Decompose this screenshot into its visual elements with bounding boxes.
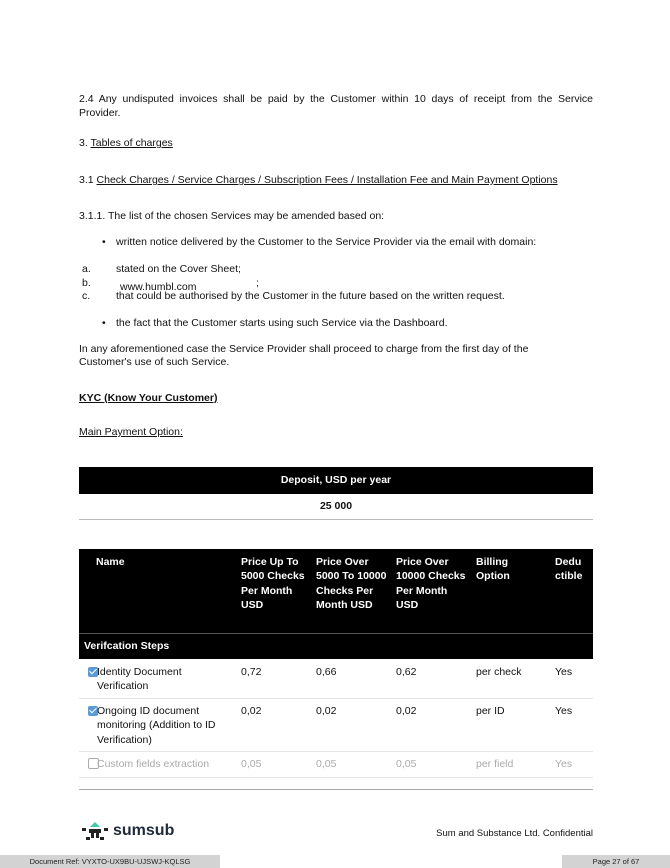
list-suffix: ; [256,277,259,289]
row-price-3: 0,02 [396,705,417,717]
section-3-heading [79,137,173,149]
section-row-verification-steps: Verifcation Steps [79,634,593,659]
deposit-value: 25 000 [79,494,593,520]
logo-text: sumsub [113,822,175,839]
row-deductible: Yes [555,705,573,717]
row-price-1: 0,02 [241,705,262,717]
closing-line1: In any aforementioned case the Service Provider shall proceed to charge from the first day of the [79,343,529,355]
section-title: Tables of charges [90,137,173,149]
section-number: 3.1 [79,174,94,186]
col-header-deductible: Dedu ctible [555,556,583,583]
confidential-note: Sum and Substance Ltd. Confidential [436,828,593,839]
pricing-table-header [79,549,593,634]
row-price-3: 0,05 [396,758,417,770]
document-ref: Document Ref: VYXTO-UX9BU-UJSWJ-KQLSG [0,855,220,868]
closing-line2: Customer's use of such Service. [79,356,230,368]
list-marker: b. [82,277,91,289]
col-header-name: Name [96,556,125,568]
row-price-1: 0,05 [241,758,262,770]
sumsub-logo-icon [80,820,110,842]
para-2-4-line1: 2.4 Any undisputed invoices shall be paid by the Customer within 10 days of receipt from the Service [79,93,593,105]
row-name: Ongoing ID document monitoring (Addition to ID Verification) [97,705,216,746]
section-title: Check Charges / Service Charges / Subscription Fees / Installation Fee and Main Payment Options [96,174,558,186]
list-marker: c. [82,290,91,302]
col-header-price-5000-10000: Price Over 5000 To 10000 Checks Per Month USD [316,556,387,611]
row-price-1: 0,72 [241,666,262,678]
row-name: Identity Document Verification [97,666,182,693]
row-billing: per ID [476,705,505,717]
table-row [79,751,593,778]
row-price-2: 0,66 [316,666,337,678]
bullet-item: written notice delivered by the Customer to the Service Provider via the email with domain: [116,236,537,248]
list-item: stated on the Cover Sheet; [116,263,241,275]
col-header-billing: Billing Option [476,556,510,583]
bullet-icon: • [102,236,106,248]
row-deductible: Yes [555,758,573,770]
deposit-table-header: Deposit, USD per year [79,467,593,494]
section-3-1-1-text: 3.1.1. The list of the chosen Services may be amended based on: [79,210,385,222]
main-payment-label: Main Payment Option: [79,426,183,438]
col-header-price-up-to-5000: Price Up To 5000 Checks Per Month USD [241,556,305,611]
kyc-heading: KYC (Know Your Customer) [79,392,218,404]
page-number: Page 27 of 67 [562,855,670,868]
row-price-3: 0,62 [396,666,417,678]
row-price-2: 0,05 [316,758,337,770]
table-divider [79,789,593,790]
row-name: Custom fields extraction [97,758,210,770]
row-billing: per field [476,758,514,770]
list-item: that could be authorised by the Customer in the future based on the written request. [116,290,505,302]
col-header-price-over-10000: Price Over 10000 Checks Per Month USD [396,556,466,611]
table-row [79,698,593,752]
bullet-item: the fact that the Customer starts using such Service via the Dashboard. [116,317,448,329]
row-price-2: 0,02 [316,705,337,717]
list-marker: a. [82,263,91,275]
table-row [79,659,593,699]
domain-value: www.humbl.com [120,281,197,293]
section-3-1-heading [79,174,558,186]
section-number: 3. [79,137,88,149]
row-deductible: Yes [555,666,573,678]
row-billing: per check [476,666,522,678]
para-2-4-line2: Provider. [79,107,121,119]
bullet-icon: • [102,317,106,329]
